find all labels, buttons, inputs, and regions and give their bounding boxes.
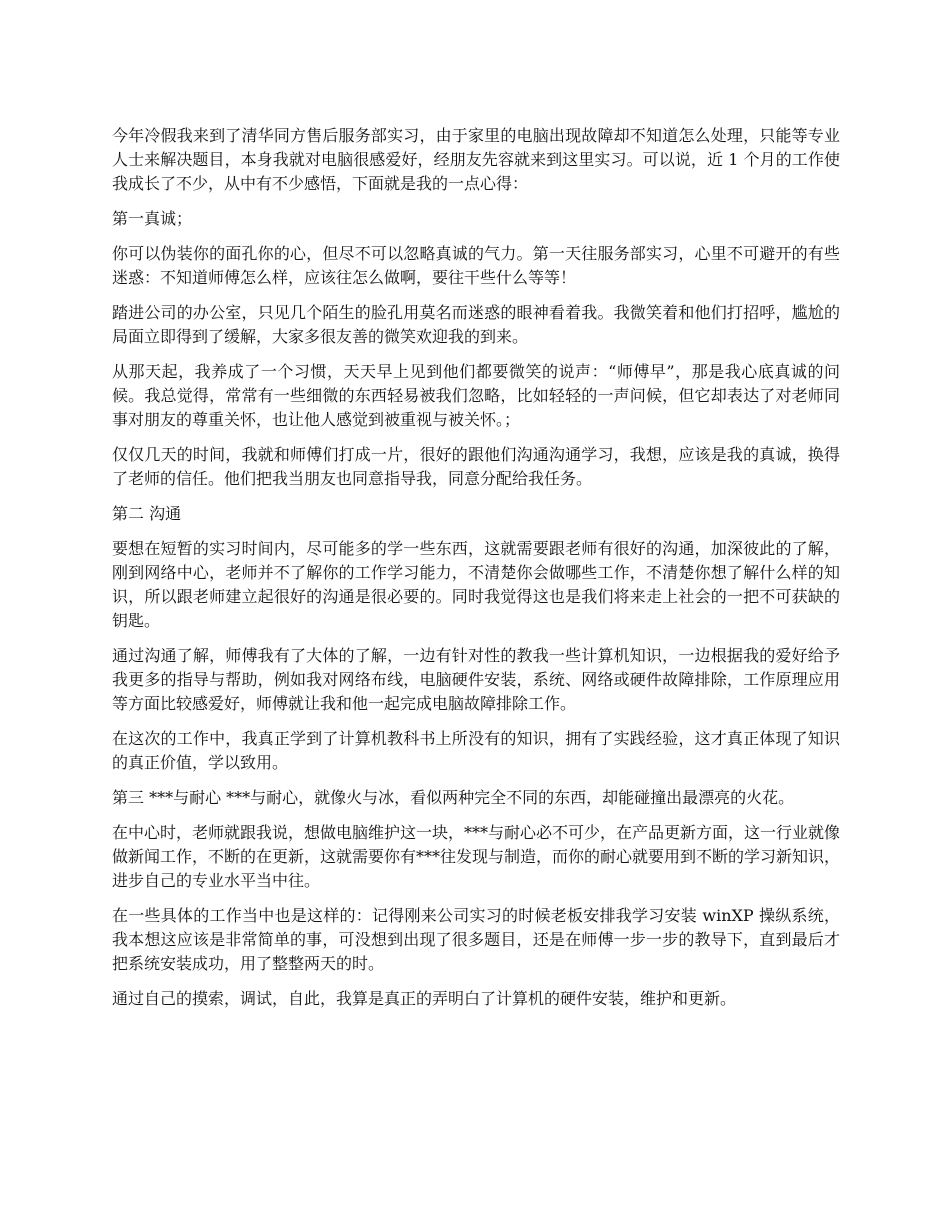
section-heading-patience: 第三 ***与耐心 ***与耐心，就像火与冰，看似两种完全不同的东西，却能碰撞出最漂亮的火花。 [112,788,795,807]
paragraph: 通过沟通了解，师傅我有了大体的了解，一边有针对性的教我一些计算机知识，一边根据我的爱好给予我更多的指导与帮助，例如我对网络布线，电脑硬件安装，系统、网络或硬件故障排除，工作原理应用等方面比较感爱好，师傅就让我和他一起完成电脑故障排除工作。 [112,646,840,713]
paragraph: 你可以伪装你的面孔你的心，但尽不可以忽略真诚的气力。第一天往服务部实习，心里不可避开的有些迷惑：不知道师傅怎么样，应该往怎么做啊，要往干些什么等等！ [112,244,840,287]
paragraph: 从那天起，我养成了一个习惯，天天早上见到他们都要微笑的说声：“师傅早”，那是我心底真诚的问候。我总觉得，常常有一些细微的东西轻易被我们忽略，比如轻轻的一声问候，但它却表达了对老师同事对朋友的尊重关怀，也让他人感觉到被重视与被关怀。； [112,362,840,429]
paragraph-intro: 今年冷假我来到了清华同方售后服务部实习，由于家里的电脑出现故障却不知道怎么处理，只能等专业人士来解决题目，本身我就对电脑很感爱好，经朋友先容就来到这里实习。可以说，近 1 个月的工作使我成长了不少，从中有不少感悟，下面就是我的一点心得： [112,126,840,193]
paragraph: 在这次的工作中，我真正学到了计算机教科书上所没有的知识，拥有了实践经验，这才真正体现了知识的真正价值，学以致用。 [112,729,840,772]
section-heading-sincerity: 第一真诚； [112,209,193,228]
paragraph: 踏进公司的办公室，只见几个陌生的脸孔用莫名而迷惑的眼神看着我。我微笑着和他们打招呼，尴尬的局面立即得到了缓解，大家多很友善的微笑欢迎我的到来。 [112,303,840,346]
paragraph: 要想在短暂的实习时间内，尽可能多的学一些东西，这就需要跟老师有很好的沟通，加深彼此的了解，刚到网络中心，老师并不了解你的工作学习能力，不清楚你会做哪些工作，不清楚你想了解什么样的知识，所以跟老师建立起很好的沟通是很必要的。同时我觉得这也是我们将来走上社会的一把不可获缺的钥匙。 [112,539,840,630]
paragraph: 在一些具体的工作当中也是这样的：记得刚来公司实习的时候老板安排我学习安装 winXP 操纵系统，我本想这应该是非常简单的事，可没想到出现了很多题目，还是在师傅一步一步的教导下，直到最后才把系统安装成功，用了整整两天的时。 [112,906,840,973]
paragraph: 仅仅几天的时间，我就和师傅们打成一片，很好的跟他们沟通沟通学习，我想，应该是我的真诚，换得了老师的信任。他们把我当朋友也同意指导我，同意分配给我任务。 [112,445,840,488]
section-heading-communication: 第二 沟通 [112,504,182,523]
paragraph: 通过自己的摸索，调试，自此，我算是真正的弄明白了计算机的硬件安装，维护和更新。 [112,989,737,1008]
paragraph: 在中心时，老师就跟我说，想做电脑维护这一块，***与耐心必不可少，在产品更新方面，这一行业就像做新闻工作，不断的在更新，这就需要你有***往发现与制造，而你的耐心就要用到不断的学习新知识，进步自己的专业水平当中往。 [112,823,841,890]
